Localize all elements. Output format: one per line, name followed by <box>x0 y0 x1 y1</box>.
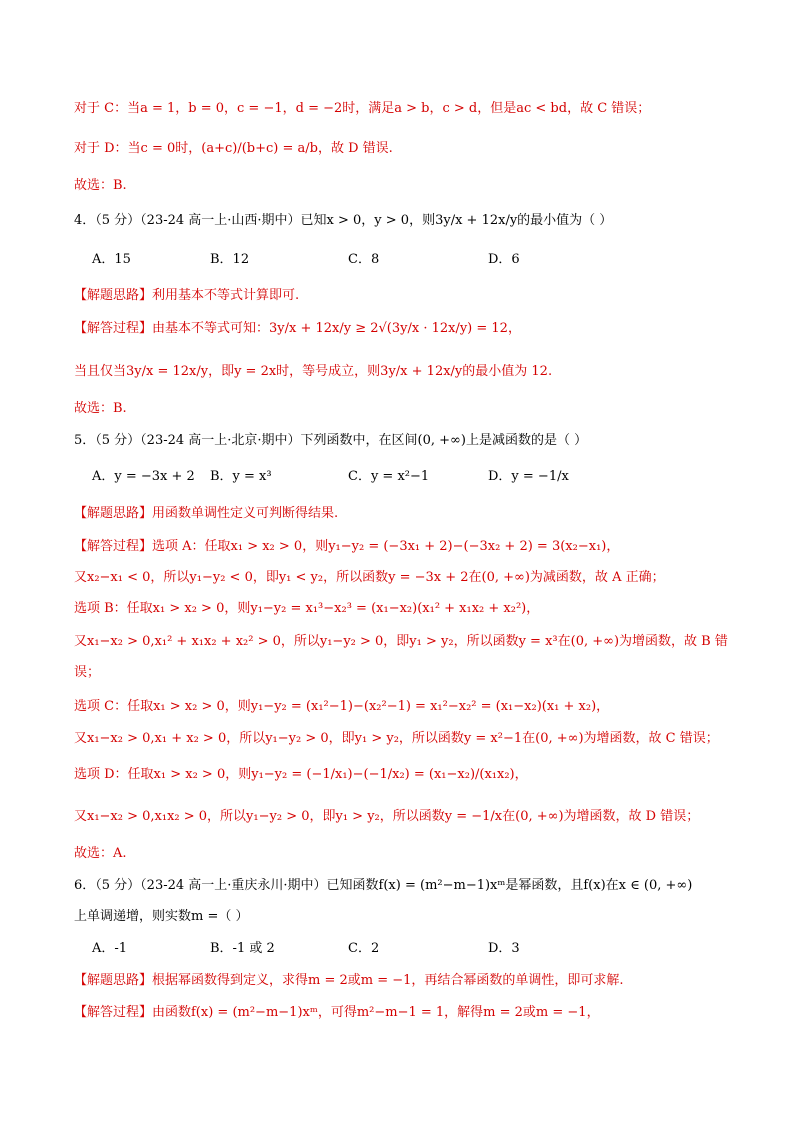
q6-option-c: C．2 <box>348 941 380 956</box>
text-line-q4a: 故选：B. <box>74 401 127 416</box>
text-line-q4s: 【解题思路】利用基本不等式计算即可. <box>74 288 300 303</box>
text-line-l3: 故选：B. <box>74 178 127 193</box>
text-line-q5p5: 误； <box>74 665 101 680</box>
text-line-q6: 6．（5 分）（23-24 高一上·重庆永川·期中）已知函数f(x) = (m²−m−1)xᵐ是幂函数，且f(x)在x ∈ (0, +∞) <box>74 878 693 893</box>
q6-option-b: B．-1 或 2 <box>210 941 275 956</box>
text-line-q5p6: 选项 C：任取x₁ > x₂ > 0，则y₁−y₂ = (x₁²−1)−(x₂²−1) = x₁²−x₂² = (x₁−x₂)(x₁ + x₂)， <box>74 699 610 714</box>
text-line-q6s: 【解题思路】根据幂函数得到定义，求得m = 2或m = −1，再结合幂函数的单调性，即可求解. <box>74 973 624 988</box>
text-line-q5p9: 又x₁−x₂ > 0,x₁x₂ > 0，所以y₁−y₂ > 0，即y₁ > y₂，所以函数y = −1/x在(0, +∞)为增函数，故 D 错误； <box>74 809 700 824</box>
text-line-q5: 5．（5 分）（23-24 高一上·北京·期中）下列函数中，在区间(0, +∞)上是减函数的是（ ） <box>74 433 588 448</box>
text-line-q6p: 【解答过程】由函数f(x) = (m²−m−1)xᵐ，可得m²−m−1 = 1，解得m = 2或m = −1， <box>74 1005 600 1020</box>
q6-option-d: D．3 <box>488 941 520 956</box>
text-line-q5p8: 选项 D：任取x₁ > x₂ > 0，则y₁−y₂ = (−1/x₁)−(−1/x₂) = (x₁−x₂)/(x₁x₂)， <box>74 767 528 782</box>
text-line-q5s: 【解题思路】用函数单调性定义可判断得结果. <box>74 506 339 521</box>
q4-option-a: A．15 <box>92 252 131 267</box>
text-line-q5p4: 又x₁−x₂ > 0,x₁² + x₁x₂ + x₂² > 0，所以y₁−y₂ > 0，即y₁ > y₂，所以函数y = x³在(0, +∞)为增函数，故 B 错 <box>74 634 728 649</box>
text-line-q4p: 【解答过程】由基本不等式可知：3y/x + 12x/y ≥ 2√(3y/x · 12x/y) = 12， <box>74 321 521 336</box>
text-line-q6b: 上单调递增，则实数m =（ ） <box>74 909 249 924</box>
q5-option-c: C．y = x²−1 <box>348 469 430 484</box>
text-line-q5p2: 又x₂−x₁ < 0，所以y₁−y₂ < 0，即y₁ < y₂，所以函数y = −3x + 2在(0, +∞)为减函数，故 A 正确； <box>74 570 665 585</box>
text-line-q5p7: 又x₁−x₂ > 0,x₁ + x₂ > 0，所以y₁−y₂ > 0，即y₁ > y₂，所以函数y = x²−1在(0, +∞)为增函数，故 C 错误； <box>74 731 719 746</box>
q6-option-a: A．-1 <box>92 941 128 956</box>
q5-option-b: B．y = x³ <box>210 469 272 484</box>
text-line-q4: 4．（5 分）（23-24 高一上·山西·期中）已知x > 0，y > 0，则3y/x + 12x/y的最小值为（ ） <box>74 213 613 228</box>
text-line-l2: 对于 D：当c = 0时，(a+c)/(b+c) = a/b，故 D 错误. <box>74 141 393 156</box>
q4-option-d: D．6 <box>488 252 520 267</box>
text-line-l1: 对于 C：当a = 1，b = 0，c = −1，d = −2时，满足a > b，c > d，但是ac < bd，故 C 错误； <box>74 101 651 116</box>
text-line-q4p2: 当且仅当3y/x = 12x/y，即y = 2x时，等号成立，则3y/x + 12x/y的最小值为 12. <box>74 364 553 379</box>
text-line-q5p3: 选项 B：任取x₁ > x₂ > 0，则y₁−y₂ = x₁³−x₂³ = (x₁−x₂)(x₁² + x₁x₂ + x₂²)， <box>74 601 540 616</box>
q4-option-b: B．12 <box>210 252 250 267</box>
q5-option-a: A．y = −3x + 2 <box>92 469 195 484</box>
text-line-q5a: 故选：A. <box>74 846 127 861</box>
q5-option-d: D．y = −1/x <box>488 469 569 484</box>
text-line-q5p1: 【解答过程】选项 A：任取x₁ > x₂ > 0，则y₁−y₂ = (−3x₁ + 2)−(−3x₂ + 2) = 3(x₂−x₁)， <box>74 539 620 554</box>
q4-option-c: C．8 <box>348 252 380 267</box>
